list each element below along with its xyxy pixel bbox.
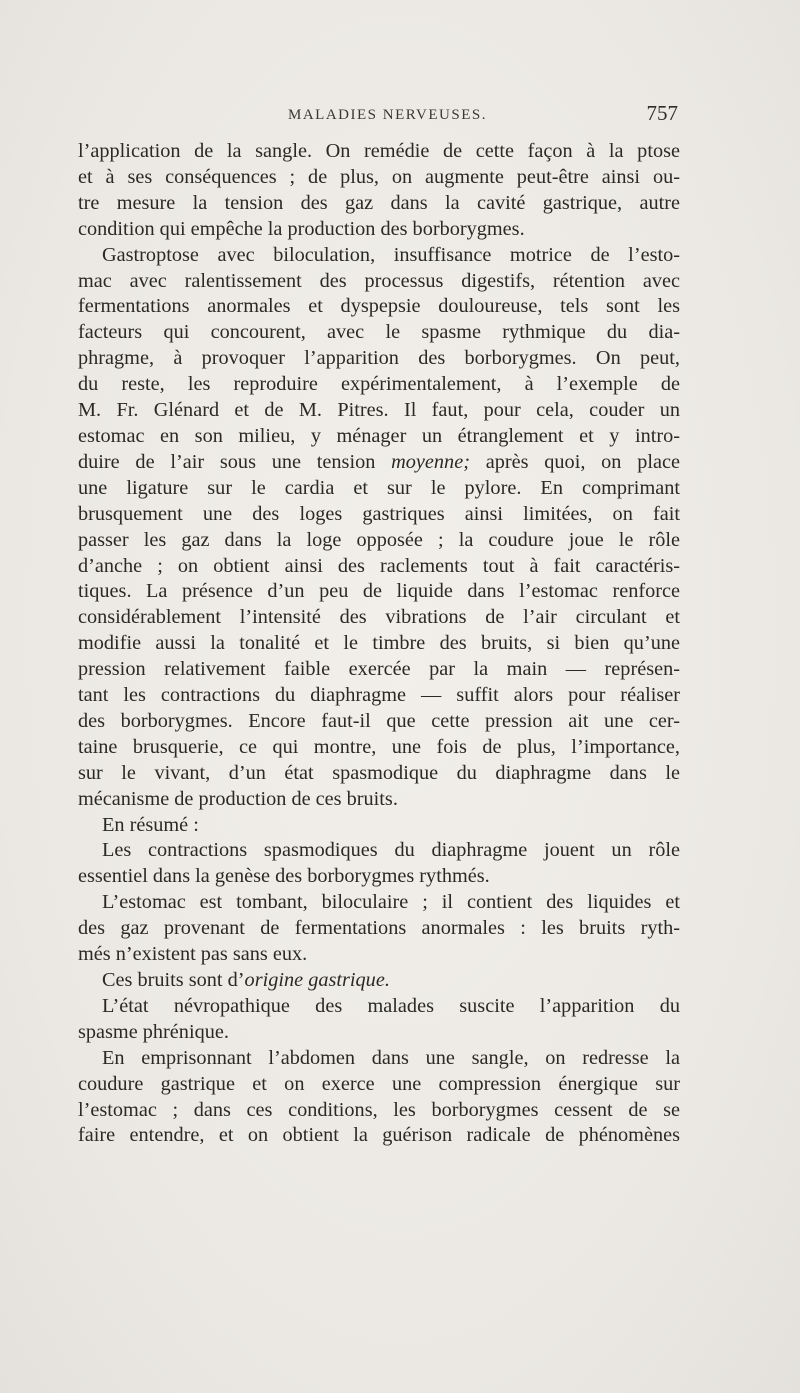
text-line: L’estomac est tombant, biloculaire ; il contient des liquides et <box>102 891 680 914</box>
text-line: spasme phrénique. <box>78 1020 229 1043</box>
text-line: l’application de la sangle. On remédie de cette façon à la ptose <box>78 140 680 162</box>
text-line: phragme, à provoquer l’apparition des borborygmes. On peut, <box>78 347 680 370</box>
text-segment: Ces bruits sont d’ <box>102 969 245 991</box>
text-segment: après quoi, on place <box>469 450 680 473</box>
text-line: du reste, les reproduire expérimentalement, à l’exemple de <box>78 373 680 396</box>
text-line: Gastroptose avec biloculation, insuffisance motrice de l’esto- <box>102 243 680 266</box>
text-line: passer les gaz dans la loge opposée ; la coudure joue le rôle <box>78 528 680 551</box>
text-line <box>78 968 680 994</box>
text-line: tiques. La présence d’un peu de liquide dans l’estomac renforce <box>78 580 680 603</box>
text-line: En résumé : <box>102 813 199 836</box>
text-line: d’anche ; on obtient ainsi des raclements tout à fait caractéris- <box>78 554 680 577</box>
text-line: sur le vivant, d’un état spasmodique du diaphragme dans le <box>78 761 680 784</box>
italic-segment: moyenne; <box>391 450 470 473</box>
text-line: mécanisme de production de ces bruits. <box>78 787 398 810</box>
text-line: essentiel dans la genèse des borborygmes rythmés. <box>78 865 490 888</box>
text-line: M. Fr. Glénard et de M. Pitres. Il faut, pour cela, couder un <box>78 399 680 422</box>
text-line: mac avec ralentissement des processus digestifs, rétention avec <box>78 269 680 292</box>
text-line: tant les contractions du diaphragme — suffit alors pour réaliser <box>78 684 680 707</box>
text-line <box>78 450 680 476</box>
body-text <box>78 139 680 1149</box>
text-line: une ligature sur le cardia et sur le pylore. En comprimant <box>78 476 680 499</box>
text-line: fermentations anormales et dyspepsie douloureuse, tels sont les <box>78 295 680 318</box>
text-line: En emprisonnant l’abdomen dans une sangle, on redresse la <box>102 1046 680 1069</box>
text-line: considérablement l’intensité des vibrations de l’air circulant et <box>78 606 680 629</box>
text-line: L’état névropathique des malades suscite l’apparition du <box>102 994 680 1017</box>
text-line: estomac en son milieu, y ménager un étranglement et y intro- <box>78 424 680 447</box>
text-line: brusquement une des loges gastriques ainsi limitées, on fait <box>78 502 680 525</box>
text-line: faire entendre, et on obtient la guérison radicale de phénomènes <box>78 1124 680 1147</box>
text-line: l’estomac ; dans ces conditions, les borborygmes cessent de se <box>78 1098 680 1121</box>
page-header <box>78 101 678 129</box>
text-line: pression relativement faible exercée par la main — représen- <box>78 658 680 681</box>
italic-segment: origine gastrique. <box>244 969 390 991</box>
text-line: des borborygmes. Encore faut-il que cette pression ait une cer- <box>78 709 680 732</box>
text-line: des gaz provenant de fermentations anormales : les bruits ryth- <box>78 917 680 940</box>
text-line: coudure gastrique et on exerce une compression énergique sur <box>78 1072 680 1095</box>
text-line: facteurs qui concourent, avec le spasme rythmique du dia- <box>78 321 680 344</box>
text-line: Les contractions spasmodiques du diaphragme jouent un rôle <box>102 839 680 862</box>
text-line: modifie aussi la tonalité et le timbre des bruits, si bien qu’une <box>78 632 680 655</box>
text-line: taine brusquerie, ce qui montre, une fois de plus, l’importance, <box>78 735 680 758</box>
page-number: 757 <box>646 101 678 125</box>
running-title: MALADIES NERVEUSES. <box>288 107 487 123</box>
text-segment: duire de l’air sous une tension <box>78 450 392 473</box>
text-line: condition qui empêche la production des borborygmes. <box>78 217 525 240</box>
text-line: més n’existent pas sans eux. <box>78 943 308 966</box>
text-line: et à ses conséquences ; de plus, on augmente peut-être ainsi ou- <box>78 165 680 188</box>
text-line: tre mesure la tension des gaz dans la cavité gastrique, autre <box>78 191 680 214</box>
